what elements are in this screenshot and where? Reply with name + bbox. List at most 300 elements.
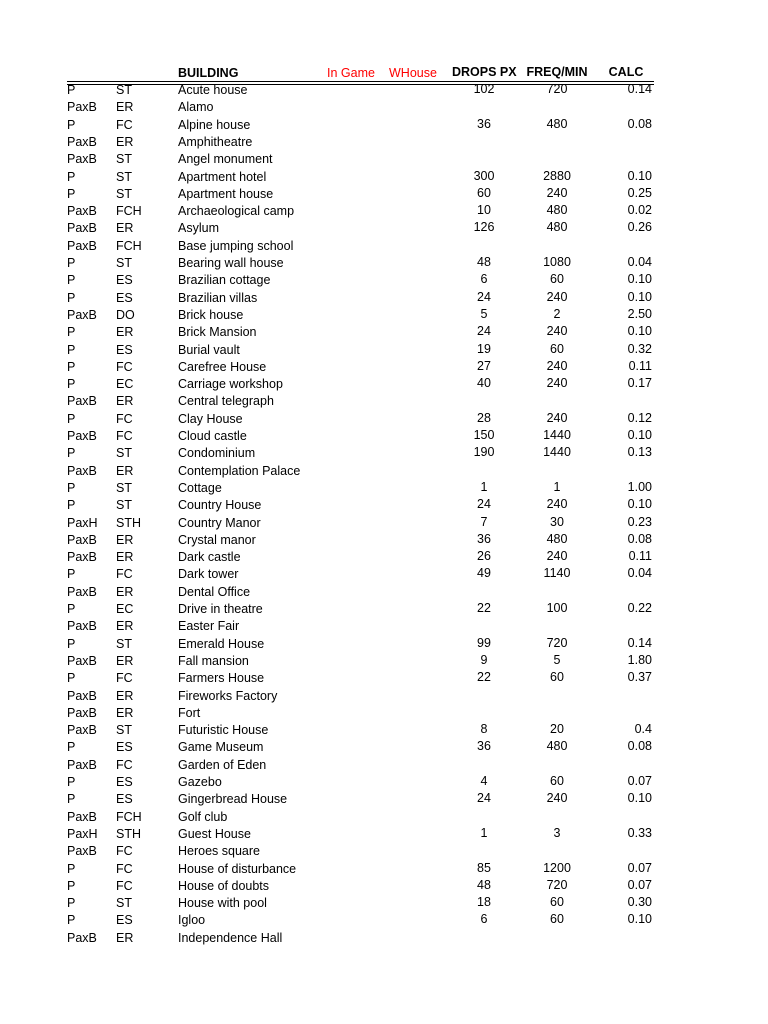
cell-drops-px: 24 <box>477 497 491 512</box>
cell-freq-min <box>522 237 592 254</box>
cell-drops-px: 7 <box>480 514 488 529</box>
header-in-game: In Game <box>327 66 375 80</box>
cell-category: P <box>67 186 76 201</box>
cell-freq-min: 100 <box>546 601 568 615</box>
cell-freq-min <box>522 687 592 704</box>
cell-type: ER <box>116 325 134 340</box>
cell-category: P <box>67 480 76 495</box>
header-drops-px: DROPS PX <box>452 65 517 79</box>
cell-calc: 0.04 <box>627 255 652 269</box>
cell-type: ES <box>116 913 133 928</box>
cell-freq-min <box>522 704 592 721</box>
cell-drops-px <box>452 583 516 600</box>
cell-freq-min: 240 <box>546 410 568 425</box>
cell-freq-min: 60 <box>550 774 564 788</box>
cell-category: PaxB <box>67 723 97 738</box>
cell-freq-min <box>522 98 592 115</box>
cell-calc: 0.25 <box>627 185 652 200</box>
cell-drops-px <box>452 842 516 859</box>
cell-building: Angel monument <box>178 152 273 167</box>
cell-drops-px: 1 <box>480 825 488 840</box>
cell-category: PaxB <box>67 238 97 253</box>
cell-freq-min: 60 <box>550 670 564 685</box>
header-freq-min: FREQ/MIN <box>526 65 588 79</box>
cell-building: Independence Hall <box>178 930 283 945</box>
cell-category: P <box>67 290 76 305</box>
cell-category: PaxB <box>67 532 97 547</box>
cell-freq-min: 480 <box>546 739 568 754</box>
cell-type: ER <box>116 100 134 115</box>
cell-calc: 0.23 <box>627 514 652 529</box>
cell-category: PaxB <box>67 463 97 478</box>
cell-building: Fall mansion <box>178 653 249 668</box>
cell-building: House of disturbance <box>178 861 297 876</box>
cell-category: PaxB <box>67 930 97 945</box>
cell-freq-min: 240 <box>546 358 568 373</box>
cell-calc: 0.11 <box>628 549 652 564</box>
cell-calc: 1.80 <box>627 652 652 667</box>
cell-drops-px <box>452 133 516 150</box>
cell-building: Farmers House <box>178 671 265 686</box>
cell-calc <box>598 237 652 254</box>
cell-type: ES <box>116 290 133 305</box>
cell-building: Base jumping school <box>178 238 294 253</box>
cell-category: PaxB <box>67 757 97 772</box>
cell-category: PaxB <box>67 204 97 219</box>
cell-building: Clay House <box>178 411 243 426</box>
cell-building: Dark tower <box>178 567 239 582</box>
cell-category: P <box>67 83 76 97</box>
cell-drops-px: 18 <box>477 895 491 910</box>
cell-building: Golf club <box>178 809 228 824</box>
cell-drops-px: 19 <box>477 341 491 356</box>
cell-calc: 2.50 <box>627 306 652 321</box>
cell-category: P <box>67 878 76 893</box>
cell-calc: 0.08 <box>627 116 652 131</box>
cell-calc <box>598 98 652 115</box>
cell-category: P <box>67 775 76 789</box>
cell-drops-px: 190 <box>473 445 495 460</box>
cell-calc: 0.32 <box>627 341 652 356</box>
cell-drops-px: 102 <box>473 82 495 96</box>
cell-category: PaxB <box>67 221 97 236</box>
cell-calc: 0.37 <box>627 670 652 685</box>
cell-building: Brick house <box>178 307 244 322</box>
cell-calc: 0.10 <box>627 428 652 442</box>
cell-type: ER <box>116 221 134 236</box>
cell-category: PaxB <box>67 653 97 668</box>
cell-category: P <box>67 446 76 461</box>
cell-type: ER <box>116 930 134 945</box>
cell-type: ST <box>116 186 132 201</box>
cell-building: Alpine house <box>178 117 251 132</box>
cell-category: P <box>67 325 76 340</box>
cell-building: Brick Mansion <box>178 325 257 340</box>
cell-building: Apartment hotel <box>178 169 267 184</box>
cell-freq-min: 60 <box>550 341 564 356</box>
cell-building: Apartment house <box>178 186 274 201</box>
cell-drops-px <box>452 150 516 167</box>
cell-building: House of doubts <box>178 878 270 893</box>
cell-calc: 0.07 <box>627 774 652 788</box>
cell-building: House with pool <box>178 896 267 911</box>
cell-drops-px: 48 <box>477 255 491 269</box>
cell-building: Cottage <box>178 480 222 495</box>
cell-building: Alamo <box>178 100 214 115</box>
cell-freq-min: 60 <box>550 895 564 910</box>
cell-freq-min: 1440 <box>543 428 571 442</box>
cell-category: PaxB <box>67 100 97 115</box>
cell-drops-px: 40 <box>477 376 491 391</box>
cell-calc <box>598 842 652 859</box>
cell-calc <box>598 150 652 167</box>
cell-drops-px <box>452 462 516 479</box>
cell-building: Acute house <box>178 83 248 97</box>
cell-calc <box>598 756 652 773</box>
cell-calc <box>598 583 652 600</box>
header-building: BUILDING <box>178 66 239 80</box>
cell-freq-min: 480 <box>546 531 568 546</box>
cell-drops-px: 4 <box>480 774 488 788</box>
cell-calc: 1.00 <box>627 479 652 494</box>
cell-category: P <box>67 671 76 686</box>
cell-building: Asylum <box>178 221 219 236</box>
cell-category: PaxB <box>67 550 97 565</box>
cell-drops-px: 1 <box>480 479 488 494</box>
cell-type: ST <box>116 256 132 270</box>
cell-type: ST <box>116 636 132 651</box>
cell-calc: 0.26 <box>627 220 652 235</box>
cell-calc: 0.33 <box>627 825 652 840</box>
cell-calc <box>598 808 652 825</box>
cell-freq-min: 480 <box>546 203 568 218</box>
cell-type: ES <box>116 740 133 755</box>
cell-category: PaxB <box>67 809 97 824</box>
cell-drops-px: 27 <box>477 358 491 373</box>
cell-type: ST <box>116 480 132 495</box>
cell-freq-min: 240 <box>546 791 568 806</box>
cell-freq-min: 720 <box>546 635 568 650</box>
cell-type: ER <box>116 394 134 409</box>
cell-building: Burial vault <box>178 342 240 357</box>
cell-type: ER <box>116 463 134 478</box>
cell-freq-min <box>522 929 592 946</box>
cell-freq-min <box>522 842 592 859</box>
cell-drops-px: 28 <box>477 410 491 425</box>
cell-drops-px <box>452 687 516 704</box>
cell-type: ES <box>116 342 133 357</box>
cell-drops-px: 126 <box>473 220 495 235</box>
cell-drops-px <box>452 808 516 825</box>
cell-drops-px: 22 <box>477 670 491 685</box>
cell-calc: 0.17 <box>627 376 652 391</box>
cell-drops-px: 49 <box>477 566 491 581</box>
cell-category: P <box>67 498 76 513</box>
cell-category: P <box>67 273 76 288</box>
cell-calc: 0.10 <box>627 791 652 806</box>
cell-building: Country House <box>178 498 262 513</box>
cell-calc: 0.11 <box>628 358 652 373</box>
cell-type: ST <box>116 896 132 911</box>
cell-freq-min: 1440 <box>543 445 571 460</box>
cell-type: FC <box>116 757 133 772</box>
cell-type: ER <box>116 705 134 720</box>
cell-calc: 0.4 <box>634 722 652 737</box>
cell-category: P <box>67 377 76 392</box>
cell-drops-px <box>452 617 516 634</box>
cell-category: P <box>67 342 76 357</box>
cell-freq-min: 5 <box>553 652 561 667</box>
cell-calc <box>598 704 652 721</box>
cell-category: P <box>67 792 76 807</box>
cell-drops-px: 24 <box>477 289 491 304</box>
cell-freq-min: 240 <box>546 549 568 564</box>
cell-building: Crystal manor <box>178 532 256 547</box>
cell-freq-min: 1200 <box>543 860 571 875</box>
cell-drops-px <box>452 756 516 773</box>
cell-freq-min: 240 <box>546 289 568 304</box>
cell-freq-min: 2 <box>553 306 561 321</box>
cell-calc: 0.10 <box>627 168 652 183</box>
cell-calc <box>598 687 652 704</box>
cell-calc <box>598 392 652 409</box>
cell-type: ER <box>116 550 134 565</box>
cell-type: ST <box>116 169 132 184</box>
cell-type: ES <box>116 273 133 288</box>
cell-freq-min: 720 <box>546 82 568 96</box>
cell-category: PaxB <box>67 307 97 322</box>
cell-type: FC <box>116 844 133 859</box>
cell-freq-min <box>522 583 592 600</box>
cell-category: P <box>67 117 76 132</box>
cell-category: P <box>67 861 76 876</box>
cell-freq-min: 480 <box>546 220 568 235</box>
cell-building: Guest House <box>178 826 251 841</box>
cell-drops-px: 6 <box>480 272 488 287</box>
cell-category: PaxH <box>67 826 98 841</box>
cell-type: ST <box>116 152 132 167</box>
cell-calc <box>598 929 652 946</box>
cell-calc: 0.04 <box>627 566 652 581</box>
cell-building: Game Museum <box>178 740 264 755</box>
cell-type: ER <box>116 619 134 634</box>
cell-category: P <box>67 256 76 270</box>
cell-building: Easter Fair <box>178 619 240 634</box>
cell-drops-px <box>452 98 516 115</box>
cell-category: PaxB <box>67 152 97 167</box>
cell-type: FC <box>116 567 133 582</box>
cell-type: ER <box>116 653 134 668</box>
cell-drops-px: 24 <box>477 324 491 339</box>
cell-calc: 0.10 <box>627 324 652 339</box>
cell-drops-px <box>452 392 516 409</box>
cell-building: Bearing wall house <box>178 256 284 270</box>
cell-building: Drive in theatre <box>178 602 263 616</box>
cell-freq-min: 60 <box>550 272 564 287</box>
cell-type: STH <box>116 826 141 841</box>
cell-drops-px <box>452 237 516 254</box>
cell-building: Fort <box>178 705 201 720</box>
cell-freq-min: 2880 <box>543 168 571 183</box>
cell-type: FCH <box>116 204 142 219</box>
cell-freq-min: 60 <box>550 912 564 927</box>
cell-drops-px: 22 <box>477 601 491 615</box>
cell-building: Fireworks Factory <box>178 688 278 703</box>
cell-freq-min <box>522 462 592 479</box>
cell-type: STH <box>116 515 141 530</box>
cell-drops-px: 300 <box>473 168 495 183</box>
cell-category: PaxB <box>67 619 97 634</box>
cell-drops-px: 150 <box>473 428 495 442</box>
cell-building: Emerald House <box>178 636 265 651</box>
cell-calc: 0.10 <box>627 289 652 304</box>
cell-category: PaxB <box>67 394 97 409</box>
cell-building: Carriage workshop <box>178 377 283 392</box>
cell-calc: 0.02 <box>627 203 652 218</box>
cell-calc: 0.08 <box>627 739 652 754</box>
cell-type: ST <box>116 498 132 513</box>
cell-category: PaxB <box>67 688 97 703</box>
cell-freq-min <box>522 133 592 150</box>
cell-drops-px: 9 <box>480 652 488 667</box>
cell-type: ER <box>116 688 134 703</box>
cell-freq-min <box>522 392 592 409</box>
cell-type: EC <box>116 602 134 616</box>
cell-type: FC <box>116 861 133 876</box>
cell-calc: 0.10 <box>627 497 652 512</box>
cell-building: Central telegraph <box>178 394 274 409</box>
cell-category: P <box>67 896 76 911</box>
cell-type: ER <box>116 134 134 149</box>
cell-drops-px: 99 <box>477 635 491 650</box>
cell-category: P <box>67 636 76 651</box>
cell-calc: 0.07 <box>627 860 652 875</box>
cell-category: PaxB <box>67 584 97 599</box>
cell-freq-min: 240 <box>546 324 568 339</box>
cell-calc: 0.30 <box>627 895 652 910</box>
cell-drops-px: 8 <box>480 722 488 737</box>
cell-category: P <box>67 602 76 616</box>
cell-type: ER <box>116 584 134 599</box>
cell-drops-px: 36 <box>477 531 491 546</box>
cell-drops-px <box>452 704 516 721</box>
cell-freq-min: 240 <box>546 185 568 200</box>
cell-calc: 0.10 <box>627 912 652 927</box>
cell-building: Contemplation Palace <box>178 463 301 478</box>
cell-type: ST <box>116 723 132 738</box>
cell-freq-min: 240 <box>546 376 568 391</box>
cell-calc: 0.14 <box>627 635 652 650</box>
cell-calc: 0.22 <box>627 601 652 615</box>
cell-drops-px: 5 <box>480 306 488 321</box>
cell-building: Condominium <box>178 446 256 461</box>
cell-building: Gingerbread House <box>178 792 288 807</box>
cell-freq-min: 240 <box>546 497 568 512</box>
cell-building: Brazilian villas <box>178 290 258 305</box>
cell-type: FC <box>116 429 133 443</box>
cell-calc: 0.13 <box>627 445 652 460</box>
cell-calc: 0.08 <box>627 531 652 546</box>
cell-drops-px: 6 <box>480 912 488 927</box>
cell-calc: 0.10 <box>627 272 652 287</box>
cell-category: P <box>67 567 76 582</box>
cell-category: PaxB <box>67 134 97 149</box>
cell-building: Cloud castle <box>178 429 247 443</box>
cell-building: Igloo <box>178 913 206 928</box>
cell-category: PaxB <box>67 429 97 443</box>
cell-drops-px: 60 <box>477 185 491 200</box>
cell-building: Gazebo <box>178 775 222 789</box>
cell-calc: 0.12 <box>627 410 652 425</box>
cell-category: PaxH <box>67 515 98 530</box>
cell-drops-px: 10 <box>477 203 491 218</box>
cell-calc <box>598 133 652 150</box>
cell-freq-min: 30 <box>550 514 564 529</box>
header-whouse: WHouse <box>389 66 437 80</box>
cell-type: FCH <box>116 238 142 253</box>
cell-category: P <box>67 359 76 374</box>
cell-freq-min: 1 <box>553 479 561 494</box>
cell-freq-min: 480 <box>546 116 568 131</box>
cell-freq-min <box>522 808 592 825</box>
cell-category: P <box>67 913 76 928</box>
cell-drops-px: 24 <box>477 791 491 806</box>
cell-building: Garden of Eden <box>178 757 267 772</box>
cell-category: P <box>67 169 76 184</box>
cell-calc: 0.07 <box>627 877 652 892</box>
cell-building: Carefree House <box>178 359 267 374</box>
cell-category: PaxB <box>67 705 97 720</box>
cell-freq-min: 1140 <box>543 566 571 581</box>
cell-type: ES <box>116 775 133 789</box>
cell-freq-min: 1080 <box>543 255 571 269</box>
cell-building: Brazilian cottage <box>178 273 271 288</box>
cell-type: FC <box>116 411 133 426</box>
cell-freq-min <box>522 617 592 634</box>
cell-calc: 0.14 <box>627 82 652 96</box>
cell-freq-min <box>522 756 592 773</box>
cell-building: Country Manor <box>178 515 261 530</box>
cell-category: PaxB <box>67 844 97 859</box>
cell-calc <box>598 617 652 634</box>
cell-freq-min: 720 <box>546 877 568 892</box>
cell-freq-min <box>522 150 592 167</box>
cell-drops-px: 26 <box>477 549 491 564</box>
cell-building: Dental Office <box>178 584 251 599</box>
cell-building: Dark castle <box>178 550 241 565</box>
cell-type: DO <box>116 307 135 322</box>
cell-freq-min: 20 <box>550 722 564 737</box>
cell-drops-px: 85 <box>477 860 491 875</box>
cell-type: FC <box>116 671 133 686</box>
cell-type: EC <box>116 377 134 392</box>
cell-freq-min: 3 <box>553 825 561 840</box>
cell-drops-px: 36 <box>477 116 491 131</box>
cell-drops-px: 48 <box>477 877 491 892</box>
cell-type: FC <box>116 878 133 893</box>
cell-type: FCH <box>116 809 142 824</box>
cell-calc <box>598 462 652 479</box>
cell-type: FC <box>116 117 133 132</box>
cell-building: Amphitheatre <box>178 134 253 149</box>
cell-building: Archaeological camp <box>178 204 295 219</box>
cell-type: ST <box>116 446 132 461</box>
header-calc: CALC <box>608 65 644 79</box>
cell-building: Heroes square <box>178 844 260 859</box>
cell-type: ST <box>116 83 132 97</box>
cell-type: FC <box>116 359 133 374</box>
cell-category: P <box>67 411 76 426</box>
